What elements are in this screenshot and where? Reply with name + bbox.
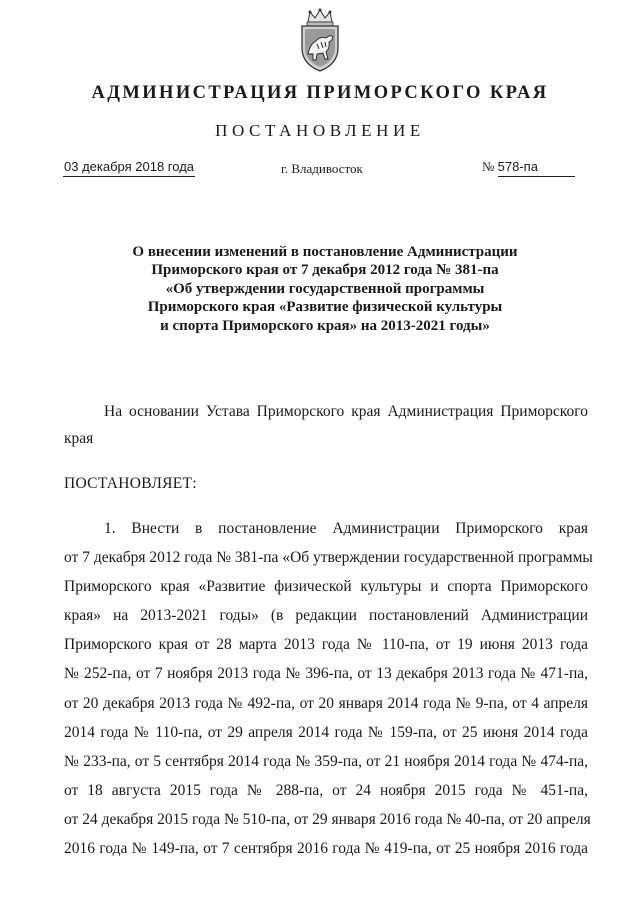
paragraph-line: от 7 декабря 2012 года № 381-па «Об утверждении государственной программы xyxy=(64,549,593,567)
title-line: О внесении изменений в постановление Администрации xyxy=(132,244,518,260)
title-line: «Об утверждении государственной программы xyxy=(165,280,485,297)
document-title xyxy=(80,243,570,335)
basis-paragraph xyxy=(64,398,588,452)
paragraph-line: от 18 августа 2015 года № 288-па, от 24 ноября 2015 года № 451-па, xyxy=(64,781,588,799)
paragraph-line: № 252-па, от 7 ноября 2013 года № 396-па, от 13 декабря 2013 года № 471-па, xyxy=(64,665,588,683)
paragraph-line: Приморского края «Развитие физической культуры и спорта Приморского xyxy=(64,578,588,596)
paragraph-line: края» на 2013-2021 годы» (в редакции постановлений Администрации xyxy=(64,607,588,625)
number-value: 578-па xyxy=(498,158,575,177)
paragraph-line: от 24 декабря 2015 года № 510-па, от 29 января 2016 года № 40-па, от 20 апреля xyxy=(64,810,591,828)
document-date: 03 декабря 2018 года xyxy=(63,158,195,177)
paragraph-line: № 233-па, от 5 сентября 2014 года № 359-па, от 21 ноября 2014 года № 474-па, xyxy=(64,752,588,770)
item-1-paragraph xyxy=(64,514,593,863)
paragraph-line: края xyxy=(64,430,94,447)
primorsky-krai-coat-of-arms-icon xyxy=(296,8,344,74)
title-line: и спорта Приморского края» на 2013-2021 годы» xyxy=(160,317,490,334)
paragraph-line: Приморского края от 28 марта 2013 года № 110-па, от 19 июня 2013 года xyxy=(64,636,588,654)
number-prefix: № xyxy=(482,159,495,174)
paragraph-line: На основании Устава Приморского края Администрация Приморского xyxy=(104,403,588,420)
document-type: ПОСТАНОВЛЕНИЕ xyxy=(215,121,425,140)
title-line: Приморского края «Развитие физической культуры xyxy=(147,299,503,316)
document-city: г. Владивосток xyxy=(281,161,363,176)
organization-name: АДМИНИСТРАЦИЯ ПРИМОРСКОГО КРАЯ xyxy=(91,83,549,103)
paragraph-line: 2016 года № 149-па, от 7 сентября 2016 года № 419-па, от 25 ноября 2016 года xyxy=(64,840,588,858)
decree-heading: ПОСТАНОВЛЯЕТ: xyxy=(64,475,197,492)
paragraph-line: от 20 декабря 2013 года № 492-па, от 20 января 2014 года № 9-па, от 4 апреля xyxy=(64,694,588,712)
title-line: Приморского края от 7 декабря 2012 года № 381-па xyxy=(151,262,499,279)
paragraph-line: 2014 года № 110-па, от 29 апреля 2014 года № 159-па, от 25 июня 2014 года xyxy=(64,723,588,741)
document-number xyxy=(482,158,575,177)
paragraph-line: 1. Внести в постановление Администрации Приморского края xyxy=(104,520,588,537)
